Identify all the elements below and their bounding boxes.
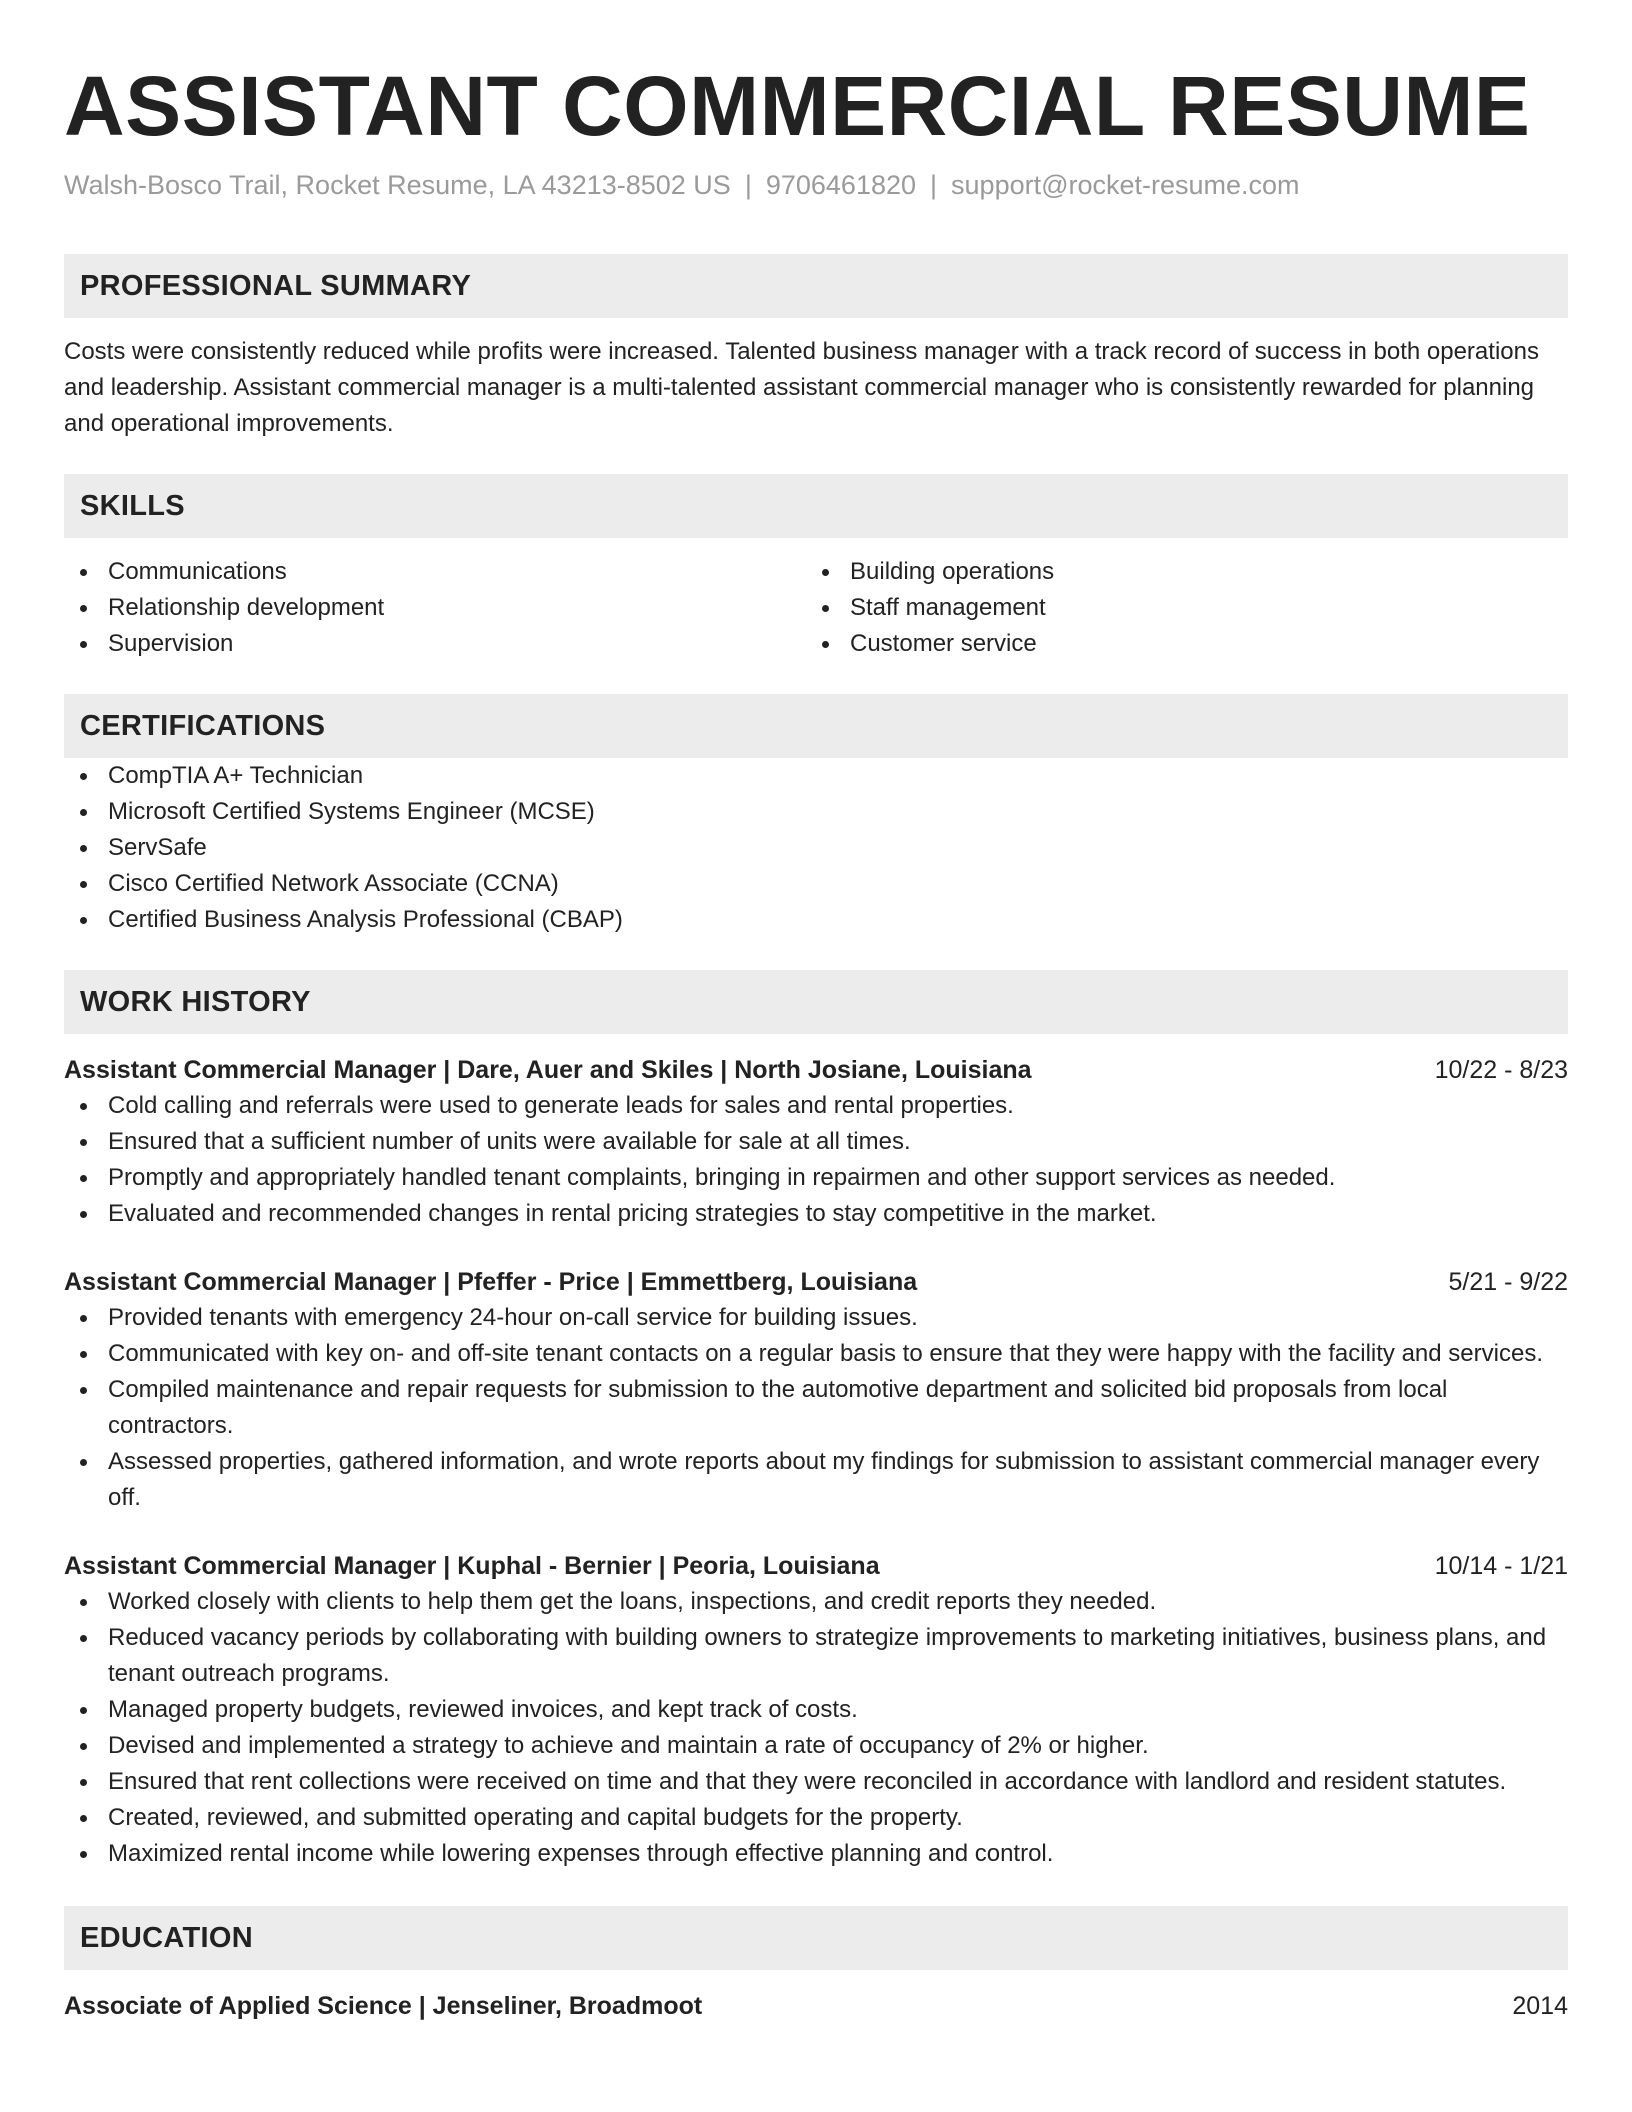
certification-item: ServSafe	[64, 830, 1568, 866]
job-header	[64, 1548, 1568, 1584]
skill-item: Communications	[64, 554, 806, 590]
summary-text: Costs were consistently reduced while profits were increased. Talented business manager with a track record of success in both operations and leadership. Assistant commercial manager is a multi-talented assistant commercial manager who is consistently rewarded for planning and operational improvements.	[64, 338, 1539, 437]
contact-separator: |	[930, 170, 938, 200]
job-bullet: Devised and implemented a strategy to achieve and maintain a rate of occupancy of 2% or higher.	[64, 1728, 1568, 1764]
job-title: Assistant Commercial Manager | Pfeffer - Price | Emmettberg, Louisiana	[64, 1268, 918, 1296]
job-bullets	[64, 1300, 1568, 1516]
job-header	[64, 1264, 1568, 1300]
resume-title: ASSISTANT COMMERCIAL RESUME	[64, 59, 1531, 153]
job-bullet: Reduced vacancy periods by collaborating with building owners to strategize improvements to marketing initiatives, business plans, and tenant outreach programs.	[64, 1620, 1568, 1692]
job-dates: 10/14 - 1/21	[1434, 1552, 1568, 1580]
job-bullet: Worked closely with clients to help them get the loans, inspections, and credit reports they needed.	[64, 1584, 1568, 1620]
skill-item: Building operations	[806, 554, 1548, 590]
section-heading-summary: PROFESSIONAL SUMMARY	[64, 254, 1568, 318]
skill-item: Customer service	[806, 626, 1548, 662]
skill-item: Relationship development	[64, 590, 806, 626]
education-entry	[64, 1988, 1568, 2024]
contact-address: Walsh-Bosco Trail, Rocket Resume, LA 43213-8502 US	[64, 170, 731, 200]
job-bullets	[64, 1088, 1568, 1232]
certifications-list	[64, 758, 1568, 938]
section-heading-education: EDUCATION	[64, 1906, 1568, 1970]
section-heading-skills: SKILLS	[64, 474, 1568, 538]
job-bullet: Communicated with key on- and off-site tenant contacts on a regular basis to ensure that they were happy with the facility and services.	[64, 1336, 1568, 1372]
job-bullet: Promptly and appropriately handled tenant complaints, bringing in repairmen and other support services as needed.	[64, 1160, 1568, 1196]
job-title: Assistant Commercial Manager | Dare, Auer and Skiles | North Josiane, Louisiana	[64, 1056, 1032, 1084]
contact-email: support@rocket-resume.com	[951, 170, 1300, 200]
certification-item: CompTIA A+ Technician	[64, 758, 1568, 794]
section-heading-certifications: CERTIFICATIONS	[64, 694, 1568, 758]
job-bullet: Assessed properties, gathered information, and wrote reports about my findings for submission to assistant commercial manager every off.	[64, 1444, 1568, 1516]
skills-column-right	[806, 554, 1548, 662]
section-heading-work-history: WORK HISTORY	[64, 970, 1568, 1034]
job-bullet: Created, reviewed, and submitted operating and capital budgets for the property.	[64, 1800, 1568, 1836]
job-bullet: Cold calling and referrals were used to generate leads for sales and rental properties.	[64, 1088, 1568, 1124]
skills-column-left	[64, 554, 806, 662]
certification-item: Certified Business Analysis Professional (CBAP)	[64, 902, 1568, 938]
skill-item: Staff management	[806, 590, 1548, 626]
certification-item: Microsoft Certified Systems Engineer (MCSE)	[64, 794, 1568, 830]
job-bullet: Maximized rental income while lowering expenses through effective planning and control.	[64, 1836, 1568, 1872]
job-bullet: Evaluated and recommended changes in rental pricing strategies to stay competitive in the market.	[64, 1196, 1568, 1232]
job-bullet: Compiled maintenance and repair requests for submission to the automotive department and solicited bid proposals from local contractors.	[64, 1372, 1568, 1444]
contact-separator: |	[744, 170, 752, 200]
education-title: Associate of Applied Science | Jenseliner, Broadmoot	[64, 1992, 703, 2020]
job-dates: 10/22 - 8/23	[1434, 1056, 1568, 1084]
job-header	[64, 1052, 1568, 1088]
job-dates: 5/21 - 9/22	[1448, 1268, 1568, 1296]
education-date: 2014	[1512, 1992, 1568, 2020]
contact-phone: 9706461820	[765, 170, 917, 200]
job-bullet: Managed property budgets, reviewed invoices, and kept track of costs.	[64, 1692, 1568, 1728]
job-title: Assistant Commercial Manager | Kuphal - Bernier | Peoria, Louisiana	[64, 1552, 880, 1580]
skills-grid	[64, 554, 1568, 662]
job-bullet: Ensured that a sufficient number of units were available for sale at all times.	[64, 1124, 1568, 1160]
job-bullet: Provided tenants with emergency 24-hour on-call service for building issues.	[64, 1300, 1568, 1336]
job-bullet: Ensured that rent collections were received on time and that they were reconciled in accordance with landlord and resident statutes.	[64, 1764, 1568, 1800]
job-bullets	[64, 1584, 1568, 1872]
skill-item: Supervision	[64, 626, 806, 662]
resume-page	[64, 0, 1568, 2024]
contact-line	[64, 168, 1568, 202]
certification-item: Cisco Certified Network Associate (CCNA)	[64, 866, 1568, 902]
